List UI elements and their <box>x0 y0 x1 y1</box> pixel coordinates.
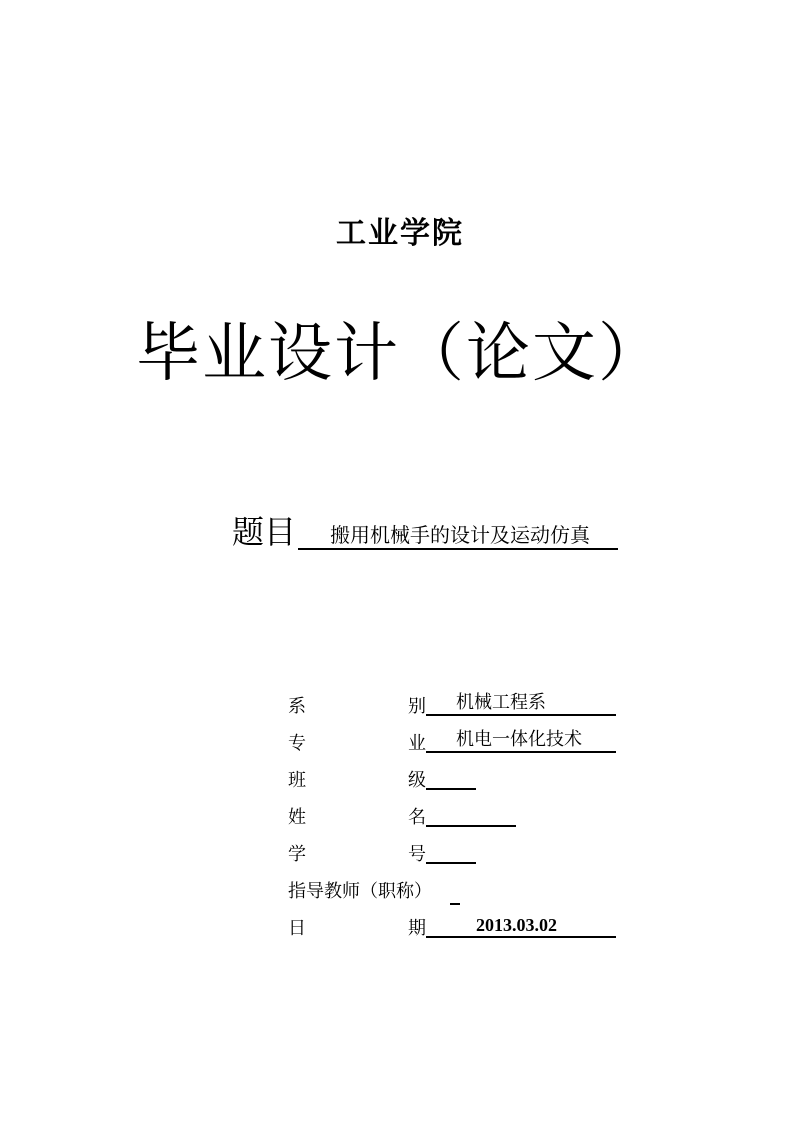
topic-label: 题目 <box>232 513 297 551</box>
major-label-first: 专 <box>288 733 306 754</box>
department-value: 机械工程系 <box>426 692 616 716</box>
student-id-label-first: 学 <box>288 844 306 865</box>
date-label-first: 日 <box>288 918 306 939</box>
date-value: 2013.03.02 <box>426 914 616 938</box>
name-label-second: 名 <box>408 807 426 828</box>
department-label-second: 别 <box>408 696 426 717</box>
document-title: 毕业设计（论文） <box>136 317 664 391</box>
topic-value: 搬用机械手的设计及运动仿真 <box>298 522 618 550</box>
class-label-second: 级 <box>408 770 426 791</box>
department-label-first: 系 <box>288 696 306 717</box>
topic-row <box>232 514 618 550</box>
student-id-label-second: 号 <box>408 844 426 865</box>
class-value <box>426 766 476 790</box>
student-id-value <box>426 840 476 864</box>
major-value: 机电一体化技术 <box>426 729 616 753</box>
advisor-label: 指导教师（职称） <box>288 881 432 902</box>
name-label-first: 姓 <box>288 807 306 828</box>
advisor-value <box>450 881 460 905</box>
date-label-second: 期 <box>408 918 426 939</box>
college-name: 工业学院 <box>336 216 464 251</box>
major-label-second: 业 <box>408 733 426 754</box>
name-value <box>426 803 516 827</box>
class-label-first: 班 <box>288 770 306 791</box>
